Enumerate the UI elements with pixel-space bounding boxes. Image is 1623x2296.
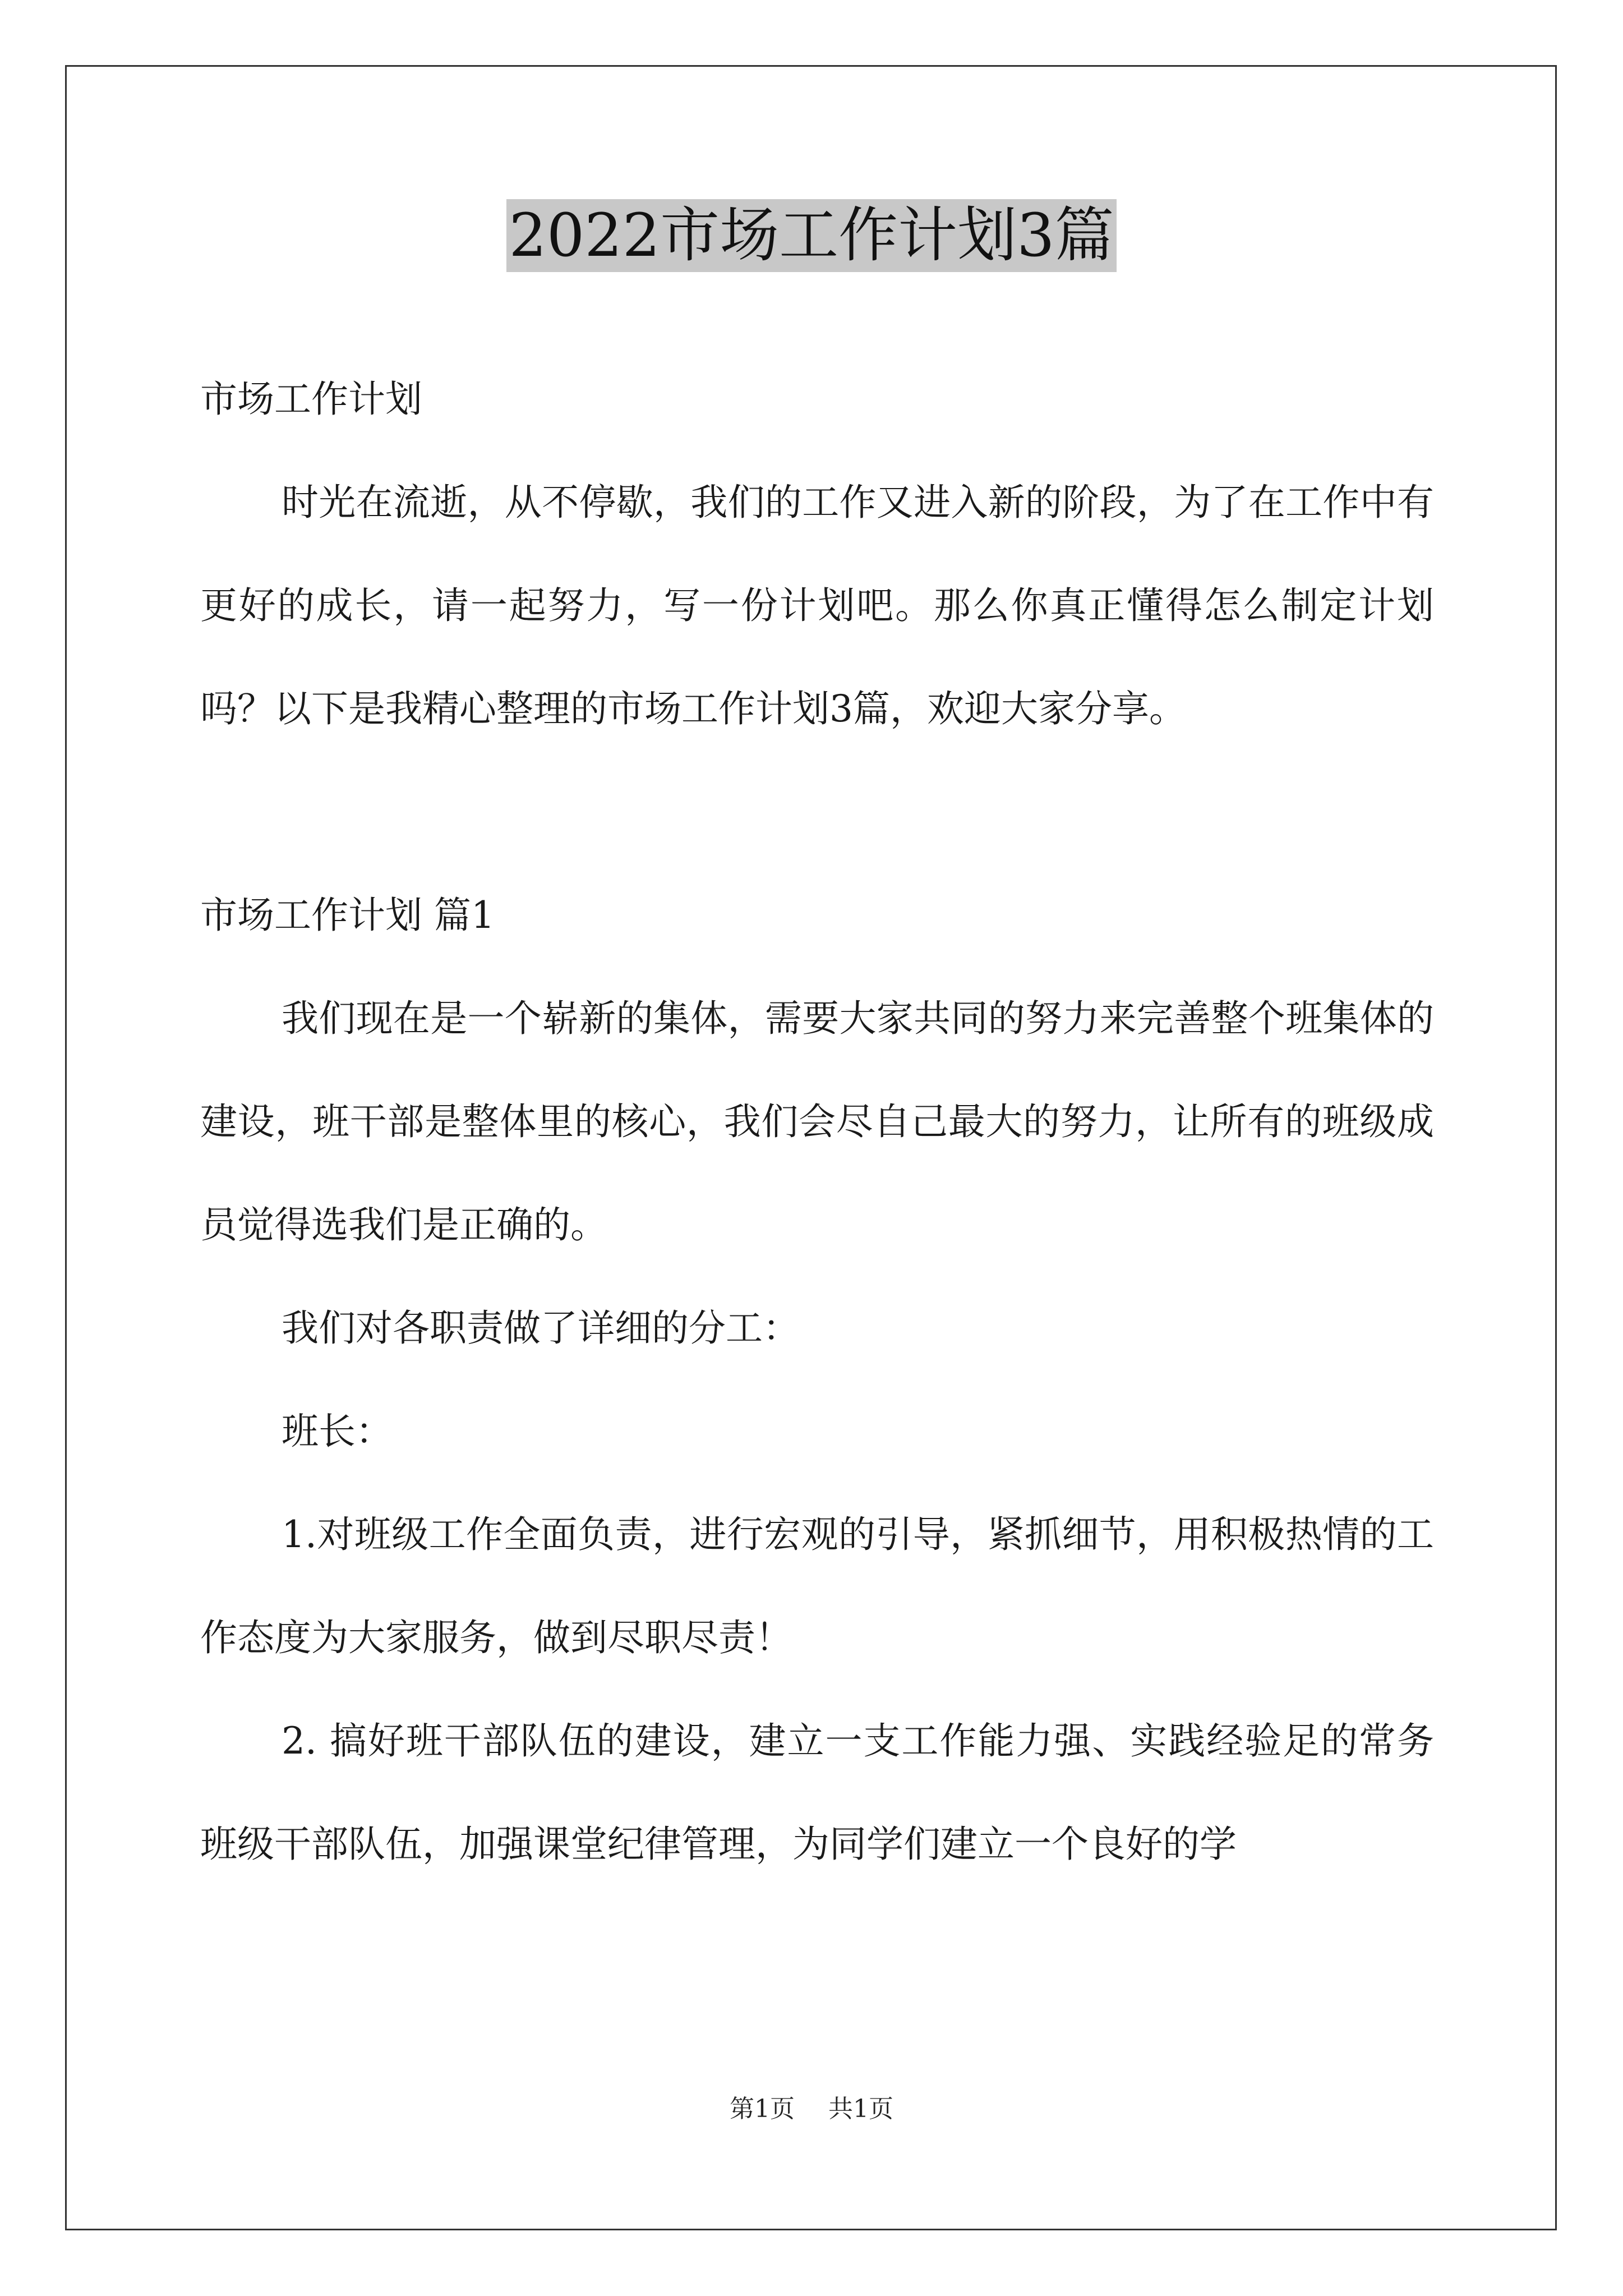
page-number: 第1页	[730, 2095, 795, 2123]
document-body	[200, 348, 1434, 1896]
list-item: 2. 搞好班干部队伍的建设，建立一支工作能力强、实践经验足的常务班级干部队伍，加强课堂纪律管理，为同学们建立一个良好的学	[200, 1719, 1434, 1866]
blank-line	[200, 761, 1434, 864]
document-title	[0, 199, 1623, 272]
page-footer	[0, 2092, 1623, 2126]
paragraph: 我们对各职责做了详细的分工：	[282, 1306, 800, 1350]
paragraph: 班长：	[282, 1410, 393, 1453]
page-total: 共1页	[828, 2095, 893, 2123]
document-title-text: 2022市场工作计划3篇	[506, 199, 1116, 272]
list-item: 1.对班级工作全面负责，进行宏观的引导，紧抓细节，用积极热情的工作态度为大家服务，做到尽职尽责！	[200, 1513, 1434, 1659]
section-heading-intro: 市场工作计划	[200, 378, 422, 421]
paragraph: 我们现在是一个崭新的集体，需要大家共同的努力来完善整个班集体的建设，班干部是整体里的核心，我们会尽自己最大的努力，让所有的班级成员觉得选我们是正确的。	[200, 997, 1434, 1246]
section-heading-part1: 市场工作计划 篇1	[200, 894, 495, 937]
paragraph-intro: 时光在流逝，从不停歇，我们的工作又进入新的阶段，为了在工作中有更好的成长，请一起努力，写一份计划吧。那么你真正懂得怎么制定计划吗？以下是我精心整理的市场工作计划3篇，欢迎大家分享。	[200, 481, 1434, 730]
